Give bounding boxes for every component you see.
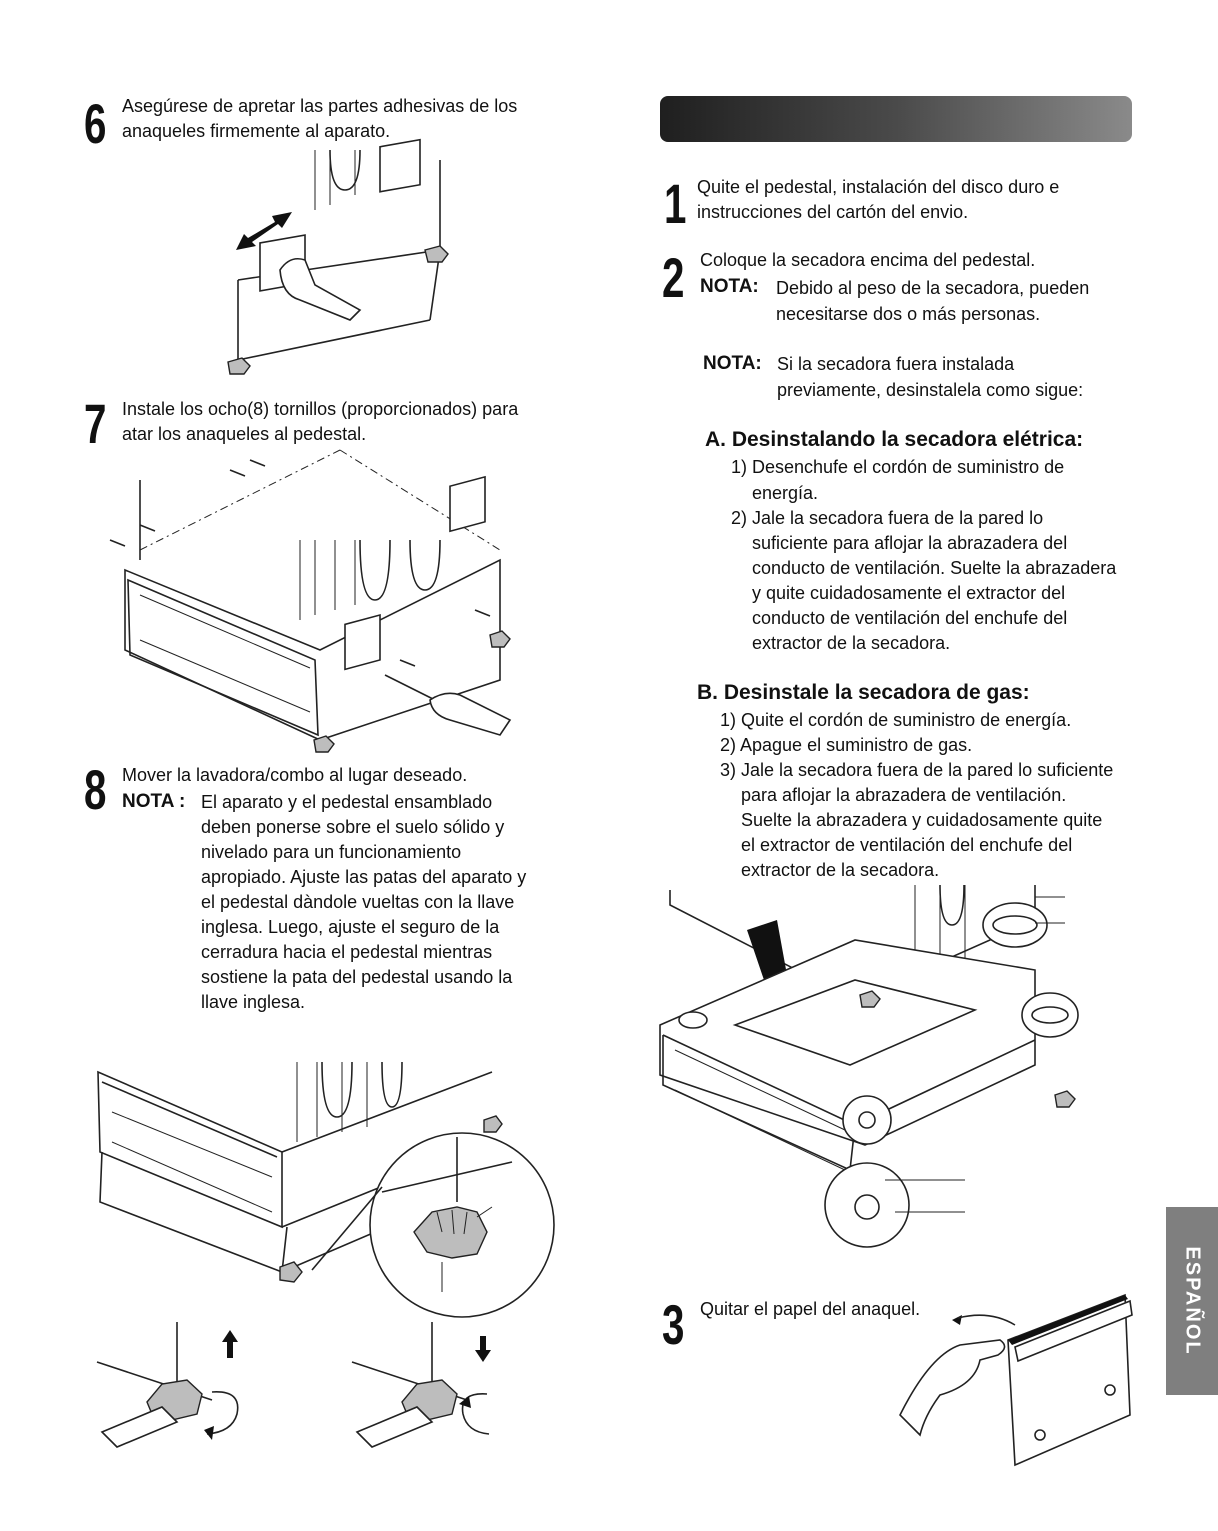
step-8-note-line: el pedestal dàndole vueltas con la llave [201,892,515,912]
illustration-press-bracket [220,150,460,380]
step-2-line1: Coloque la secadora encima del pedestal. [700,250,1036,270]
step-8-line1: Mover la lavadora/combo al lugar deseado. [122,765,468,785]
illustration-dryer-on-pedestal [655,885,1085,1255]
section-a-line: conducto de ventilación. Suelte la abrazadera [752,558,1117,578]
section-banner [660,96,1132,142]
step-7-line: Instale los ocho(8) tornillos (proporcionados) para [122,399,519,419]
step-8-note-label: NOTA : [122,791,186,812]
step-1-text [697,175,1059,225]
step-8-note-line: inglesa. Luego, ajuste el seguro de la [201,917,500,937]
step-1-number: 1 [664,172,687,235]
language-tab-label: ESPAÑOL [1181,1246,1204,1356]
section-a-title: A. Desinstalando la secadora elétrica: [705,428,1084,451]
step-6-text [122,94,517,144]
step-6-line: anaqueles firmemente al aparato. [122,121,391,141]
step-2-note2-line: Si la secadora fuera instalada [777,354,1015,374]
step-8-note-line: deben ponerse sobre el suelo sólido y [201,817,505,837]
step-8-note-line: apropiado. Ajuste las patas del aparato y [201,867,527,887]
step-2-note2-label: NOTA: [703,353,762,374]
section-b-line: 1) Quite el cordón de suministro de energía. [720,710,1072,730]
section-b-line: para aflojar la abrazadera de ventilación. [741,785,1067,805]
language-tab [1166,1207,1218,1395]
illustration-leveling-legs [92,1062,562,1482]
step-7-number: 7 [84,392,107,455]
step-6-number: 6 [84,92,107,155]
section-b-line: 3) Jale la secadora fuera de la pared lo suficiente [720,760,1114,780]
section-a-line: 1) Desenchufe el cordón de suministro de [731,457,1065,477]
step-1-line: Quite el pedestal, instalación del disco duro e [697,177,1060,197]
step-8-note-line: llave inglesa. [201,992,306,1012]
step-2-number: 2 [662,246,685,309]
illustration-peel-paper [900,1285,1140,1475]
step-8-note-line: sostiene la pata del pedestal usando la [201,967,513,987]
step-2-note1-line: necesitarse dos o más personas. [776,304,1041,324]
step-6-line: Asegúrese de apretar las partes adhesivas de los [122,96,518,116]
section-a-line: conducto de ventilación del enchufe del [752,608,1068,628]
step-2-note2-line: previamente, desinstalela como sigue: [777,380,1084,400]
section-b-title: B. Desinstale la secadora de gas: [697,681,1030,704]
section-b-line: extractor de la secadora. [741,860,940,880]
section-a-line: suficiente para aflojar la abrazadera del [752,533,1068,553]
section-a-line: energía. [752,483,819,503]
section-a-line: 2) Jale la secadora fuera de la pared lo [731,508,1044,528]
step-8-note-line: nivelado para un funcionamiento [201,842,462,862]
step-2-note1-line: Debido al peso de la secadora, pueden [776,278,1090,298]
section-b-line: 2) Apague el suministro de gas. [720,735,973,755]
illustration-screws-pedestal [100,450,520,750]
step-8-note-line: cerradura hacia el pedestal mientras [201,942,493,962]
step-8-number: 8 [84,758,107,821]
section-b-line: el extractor de ventilación del enchufe del [741,835,1073,855]
step-2-note1-label: NOTA: [700,276,759,297]
step-3-line1: Quitar el papel del anaquel. [700,1299,921,1319]
section-a-line: extractor de la secadora. [752,633,951,653]
section-a-line: y quite cuidadosamente el extractor del [752,583,1066,603]
step-7-line: atar los anaqueles al pedestal. [122,424,367,444]
step-8-note-line: El aparato y el pedestal ensamblado [201,792,493,812]
step-1-line: instrucciones del cartón del envio. [697,202,969,222]
section-b-line: Suelte la abrazadera y cuidadosamente quite [741,810,1103,830]
step-8-note-text [201,790,526,1015]
step-7-text [122,397,518,447]
step-3-number: 3 [662,1293,685,1356]
